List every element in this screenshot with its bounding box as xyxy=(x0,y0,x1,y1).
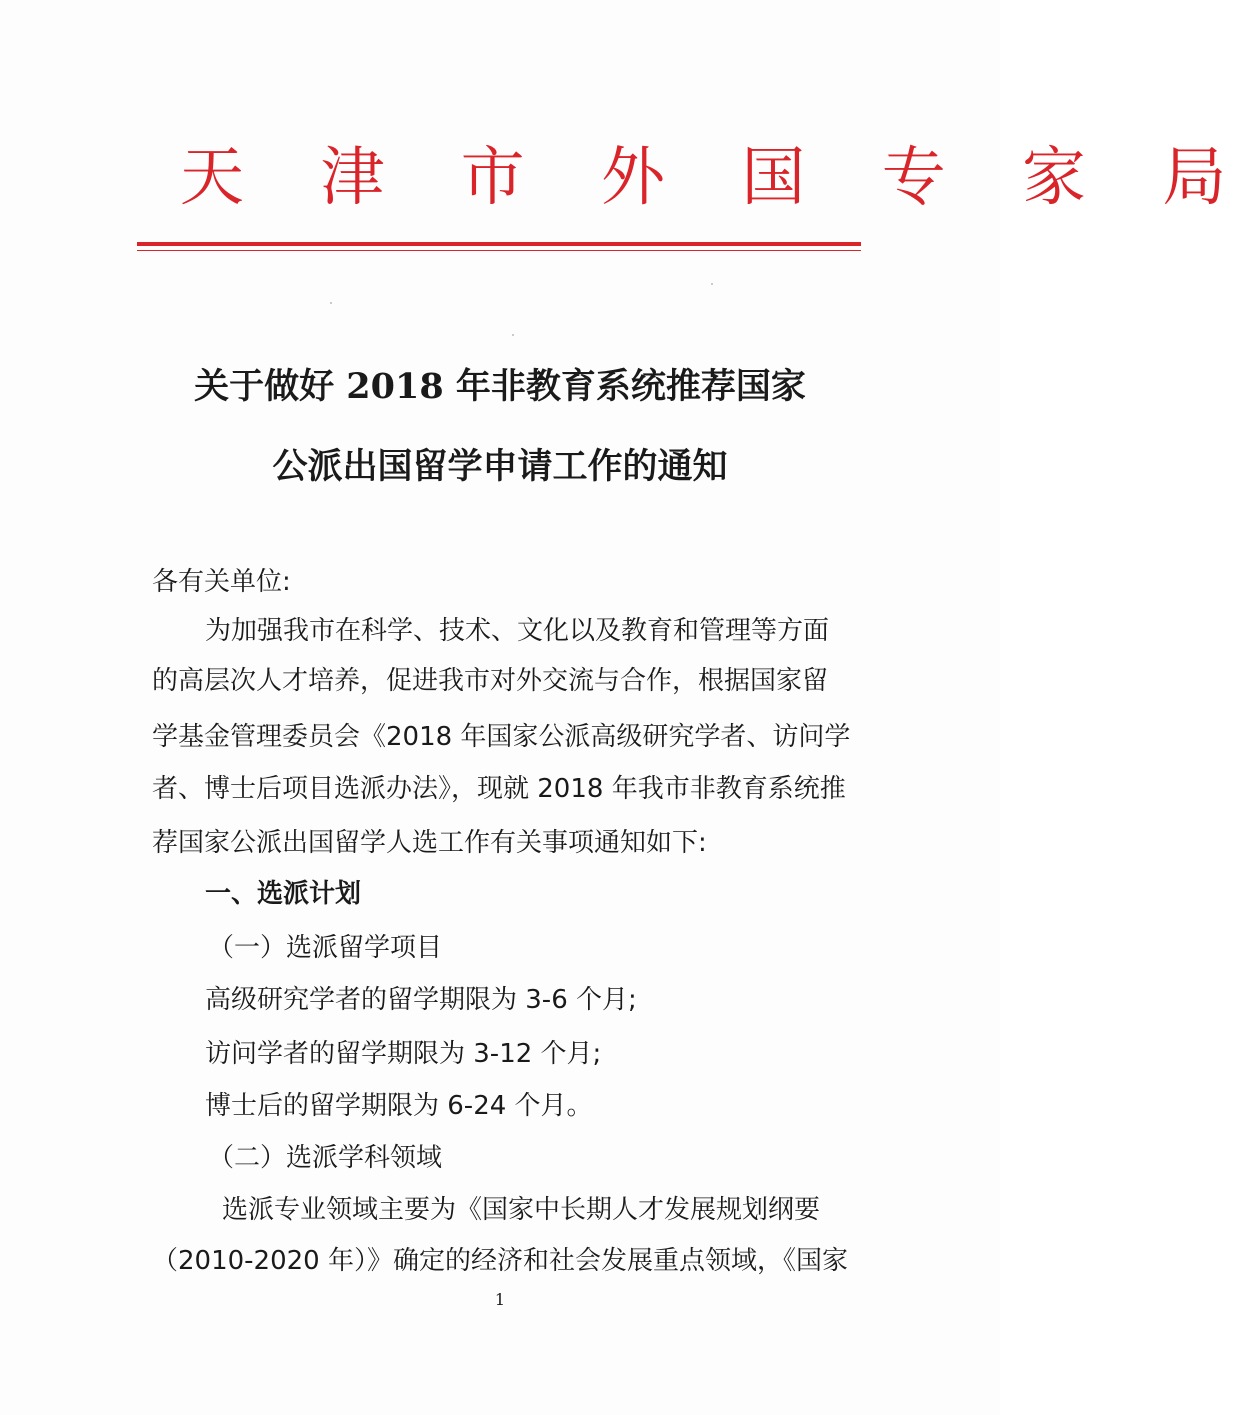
scan-speck xyxy=(711,283,713,285)
letterhead-rule-thick xyxy=(137,242,861,246)
paragraph-1-line-1: 为加强我市在科学、技术、文化以及教育和管理等方面 xyxy=(205,616,830,646)
list-item: 博士后的留学期限为 6-24 个月。 xyxy=(205,1091,593,1121)
scan-speck xyxy=(512,334,514,336)
paragraph-2-line-1: 选派专业领域主要为《国家中长期人才发展规划纲要 xyxy=(222,1195,821,1225)
paragraph-1-line-3: 学基金管理委员会《2018 年国家公派高级研究学者、访问学 xyxy=(152,722,851,752)
list-item: 访问学者的留学期限为 3-12 个月; xyxy=(205,1039,602,1069)
scan-speck xyxy=(330,302,332,304)
letterhead-rule-thin xyxy=(137,250,861,251)
paragraph-1-line-2: 的高层次人才培养，促进我市对外交流与合作，根据国家留 xyxy=(152,666,829,696)
letterhead-title: 天 津 市 外 国 专 家 局 xyxy=(180,141,1254,215)
paragraph-1-line-4: 者、博士后项目选派办法》，现就 2018 年我市非教育系统推 xyxy=(152,774,846,804)
document-title-line-1: 关于做好 2018 年非教育系统推荐国家 xyxy=(194,366,806,407)
paragraph-1-line-5: 荐国家公派出国留学人选工作有关事项通知如下: xyxy=(152,828,707,858)
page-number: 1 xyxy=(494,1290,506,1309)
salutation: 各有关单位: xyxy=(152,567,291,597)
document-title-line-2: 公派出国留学申请工作的通知 xyxy=(272,446,728,487)
paragraph-2-line-2: （2010-2020 年）》确定的经济和社会发展重点领域，《国家 xyxy=(152,1246,848,1276)
list-item: 高级研究学者的留学期限为 3-6 个月; xyxy=(205,985,637,1015)
subsection-1-heading: （一）选派留学项目 xyxy=(208,933,443,963)
subsection-2-heading: （二）选派学科领域 xyxy=(208,1143,443,1173)
section-1-heading: 一、选派计划 xyxy=(205,879,362,909)
